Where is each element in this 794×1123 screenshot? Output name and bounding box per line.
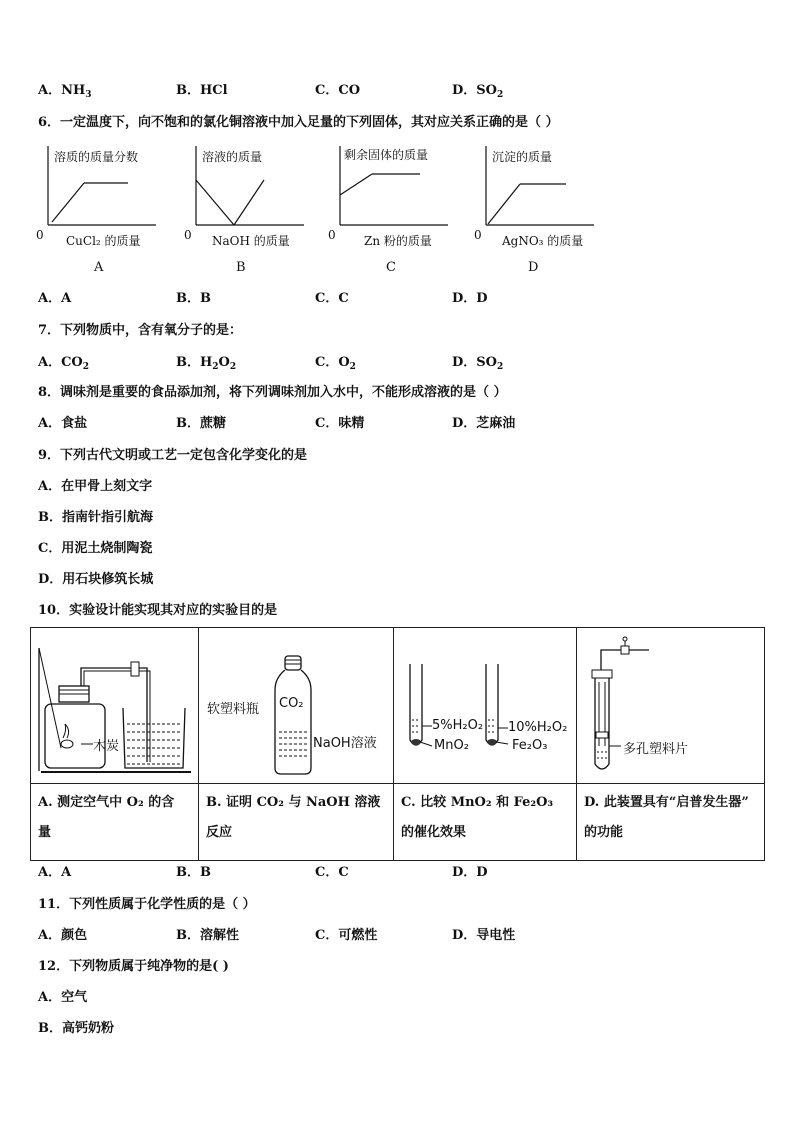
q10-option-b: B．B bbox=[176, 865, 211, 880]
description-c: C. 比较 MnO₂ 和 Fe₂O₃ 的催化效果 bbox=[394, 784, 577, 861]
q12-option-a: A．空气 bbox=[38, 990, 88, 1005]
apparatus-d-drawing bbox=[577, 628, 764, 783]
graph-c-xlabel: Zn 粉的质量 bbox=[364, 234, 432, 248]
q9-option-a: A．在甲骨上刻文字 bbox=[38, 479, 153, 494]
q9-option-c: C．用泥土烧制陶瓷 bbox=[38, 541, 153, 556]
q8-option-c: C．味精 bbox=[315, 416, 365, 431]
q8-stem: 8．调味剂是重要的食品添加剂，将下列调味剂加入水中，不能形成溶液的是（ ） bbox=[38, 385, 507, 400]
q9-option-b: B．指南针指引航海 bbox=[38, 510, 153, 525]
q11-option-c: C．可燃性 bbox=[315, 928, 378, 943]
q9-stem: 9．下列古代文明或工艺一定包含化学变化的是 bbox=[38, 448, 308, 463]
graph-c-origin: 0 bbox=[328, 228, 336, 242]
q7-option-d: D．$SO_2$ bbox=[452, 355, 504, 372]
description-a: A. 测定空气中 O₂ 的含 量 bbox=[31, 784, 199, 861]
label-charcoal: 木炭 bbox=[93, 739, 120, 754]
apparatus-a bbox=[31, 628, 199, 784]
apparatus-c bbox=[394, 628, 577, 784]
label-mno2: MnO₂ bbox=[434, 738, 469, 753]
label-fe2o3: Fe₂O₃ bbox=[512, 738, 548, 753]
q11-option-d: D．导电性 bbox=[452, 928, 516, 943]
graph-b-origin: 0 bbox=[184, 228, 192, 242]
q11-stem: 11．下列性质属于化学性质的是（ ） bbox=[38, 897, 256, 912]
q7-option-a: A．$CO_2$ bbox=[38, 355, 90, 372]
graph-d-origin: 0 bbox=[474, 228, 482, 242]
q6-stem: 6．一定温度下，向不饱和的氯化铜溶液中加入足量的下列固体，其对应关系正确的是（ ） bbox=[38, 115, 559, 130]
apparatus-c-drawing bbox=[394, 628, 576, 783]
apparatus-b bbox=[199, 628, 394, 784]
q11-option-a: A．颜色 bbox=[38, 928, 88, 943]
q7-option-c: C．$O_2$ bbox=[315, 355, 356, 372]
graph-b-letter: B bbox=[236, 260, 246, 275]
graph-a bbox=[36, 140, 186, 280]
graph-c-letter: C bbox=[386, 260, 396, 275]
q10-option-a: A．A bbox=[38, 865, 72, 880]
q7-stem: 7．下列物质中，含有氧分子的是： bbox=[38, 323, 243, 338]
q6-option-a: A．A bbox=[38, 291, 72, 306]
label-h2o2-5: 5%H₂O₂ bbox=[432, 718, 484, 733]
label-naoh: NaOH溶液 bbox=[313, 736, 377, 751]
apparatus-a-drawing bbox=[31, 628, 198, 783]
q12-stem: 12．下列物质属于纯净物的是( ) bbox=[38, 959, 229, 974]
apparatus-d bbox=[577, 628, 765, 784]
label-plastic-bottle: 软塑料瓶 bbox=[207, 702, 260, 717]
graph-c bbox=[328, 140, 478, 280]
q5-option-c: C．CO bbox=[315, 83, 361, 98]
graph-c-ylabel: 剩余固体的质量 bbox=[344, 148, 429, 162]
description-d: D. 此装置具有“启普发生器” 的功能 bbox=[577, 784, 765, 861]
q8-option-d: D．芝麻油 bbox=[452, 416, 516, 431]
label-porous-plate: 多孔塑料片 bbox=[623, 742, 689, 757]
graph-a-letter: A bbox=[94, 260, 104, 275]
q6-option-c: C．C bbox=[315, 291, 349, 306]
graph-b bbox=[184, 140, 334, 280]
label-h2o2-10: 10%H₂O₂ bbox=[508, 720, 568, 735]
graph-d-xlabel: AgNO₃ 的质量 bbox=[502, 234, 584, 248]
graph-d bbox=[474, 140, 624, 280]
q10-option-d: D．D bbox=[452, 865, 488, 880]
q10-option-c: C．C bbox=[315, 865, 349, 880]
graph-a-xlabel: CuCl₂ 的质量 bbox=[66, 234, 141, 248]
graph-a-ylabel: 溶质的质量分数 bbox=[54, 150, 139, 164]
q5-option-b: B．HCl bbox=[176, 83, 228, 98]
q5-option-a: A．$NH_3$ bbox=[38, 83, 92, 100]
q8-option-b: B．蔗糖 bbox=[176, 416, 226, 431]
q6-option-d: D．D bbox=[452, 291, 488, 306]
q8-option-a: A．食盐 bbox=[38, 416, 88, 431]
graph-b-ylabel: 溶液的质量 bbox=[202, 150, 263, 164]
description-b: B. 证明 CO₂ 与 NaOH 溶液 反应 bbox=[199, 784, 394, 861]
q12-option-b: B．高钙奶粉 bbox=[38, 1021, 114, 1036]
graph-b-xlabel: NaOH 的质量 bbox=[212, 234, 290, 248]
q10-stem: 10．实验设计能实现其对应的实验目的是 bbox=[38, 603, 278, 618]
q6-option-b: B．B bbox=[176, 291, 211, 306]
q5-option-d: D．$SO_2$ bbox=[452, 83, 504, 100]
q9-option-d: D．用石块修筑长城 bbox=[38, 572, 154, 587]
label-co2: CO₂ bbox=[279, 696, 304, 711]
q10-experiment-table bbox=[30, 627, 765, 861]
q7-option-b: B．$H_2O_2$ bbox=[176, 355, 237, 372]
graph-d-ylabel: 沉淀的质量 bbox=[492, 150, 553, 164]
graph-d-letter: D bbox=[528, 260, 539, 275]
q11-option-b: B．溶解性 bbox=[176, 928, 239, 943]
graph-a-origin: 0 bbox=[36, 228, 44, 242]
